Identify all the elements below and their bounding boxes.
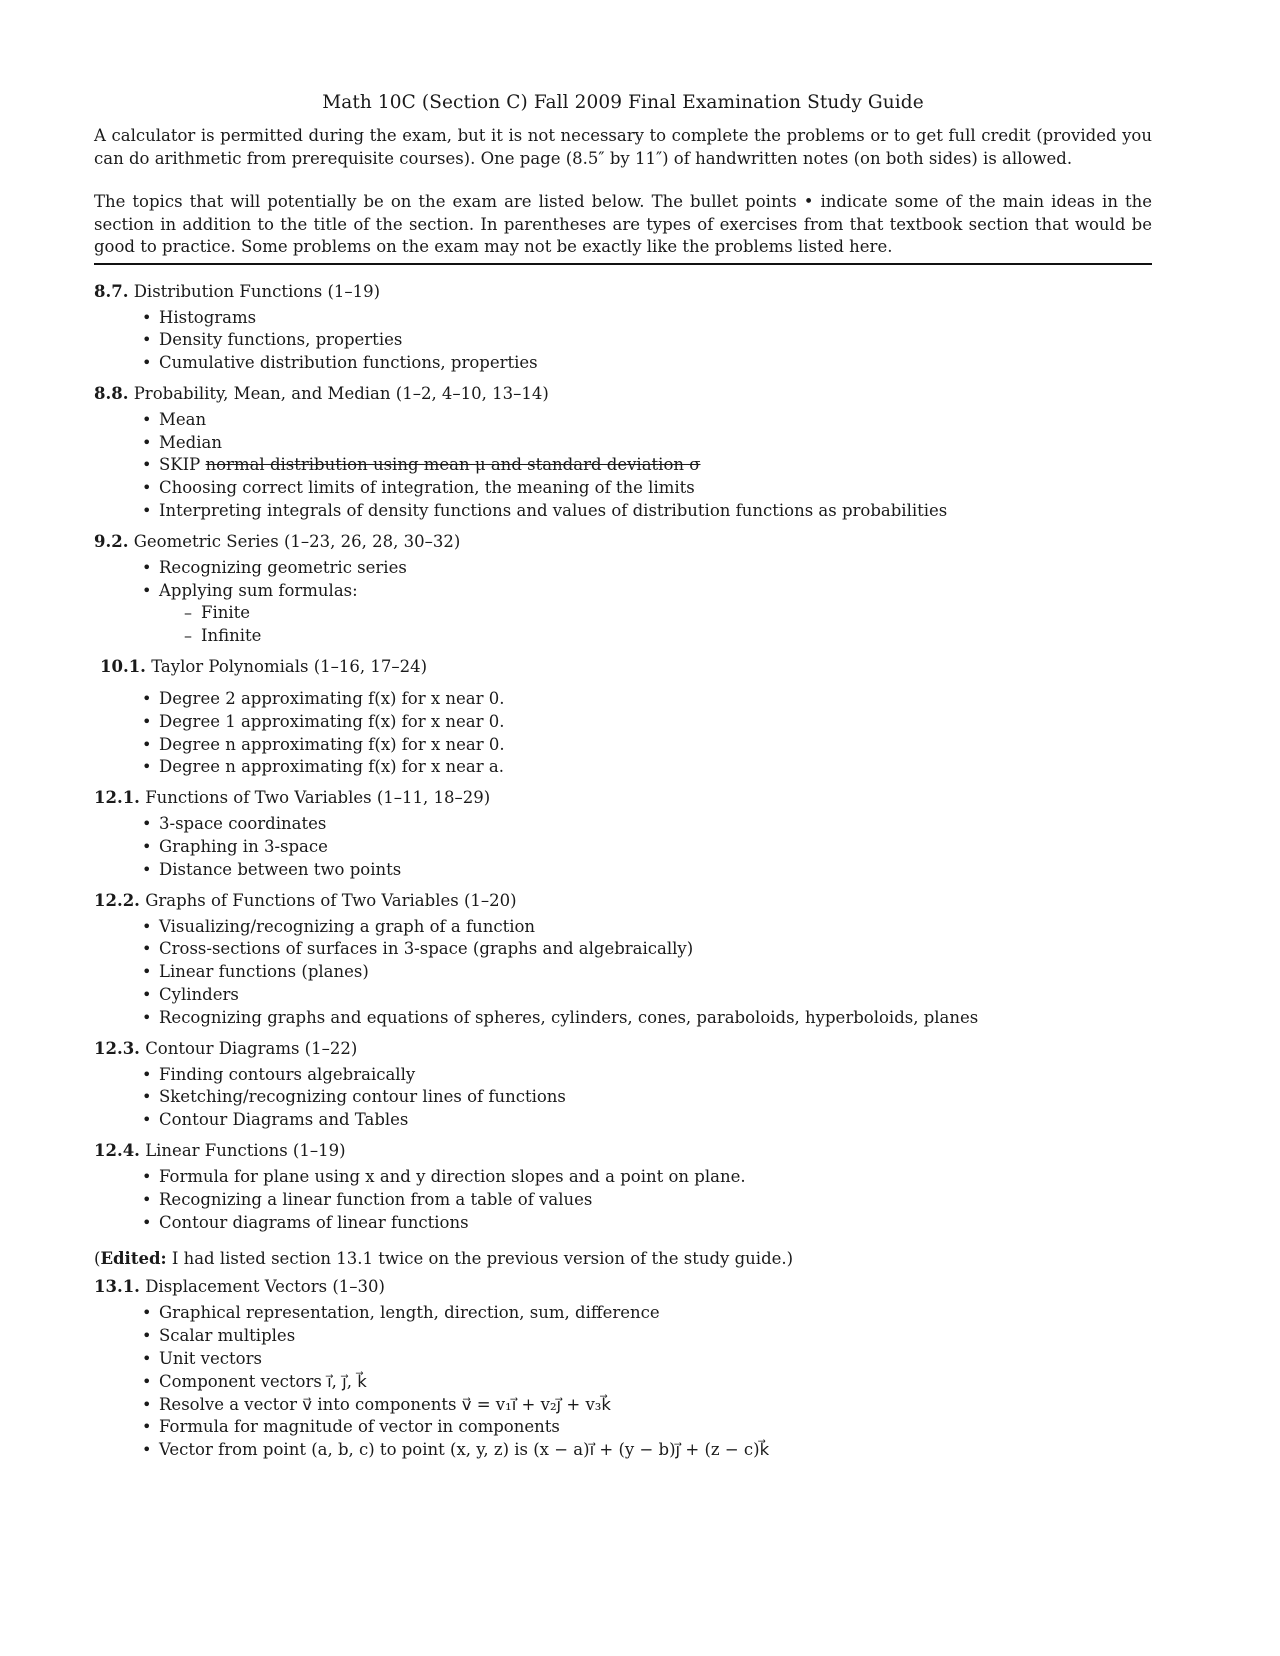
section-title: Geometric Series (1–23, 26, 28, 30–32) <box>133 531 461 551</box>
topic-list <box>94 916 1152 1030</box>
bullet-icon: • <box>142 1064 152 1084</box>
sub-list-item: – Finite <box>184 602 1152 625</box>
section-title: Functions of Two Variables (1–11, 18–29) <box>145 788 491 808</box>
struck-topic: normal distribution using mean μ and standard deviation σ <box>205 455 701 475</box>
bullet-icon: • <box>142 1417 152 1437</box>
bullet-icon: • <box>142 1303 152 1323</box>
list-item: • Recognizing graphs and equations of spheres, cylinders, cones, paraboloids, hyperboloids, planes <box>142 1007 1152 1030</box>
topic-list <box>94 813 1152 881</box>
list-item: • Graphing in 3-space <box>142 836 1152 859</box>
bullet-icon: • <box>142 353 152 373</box>
bullet-icon: • <box>142 330 152 350</box>
section-title: Probability, Mean, and Median (1–2, 4–10, 13–14) <box>133 383 549 403</box>
section-12-2 <box>94 890 1152 1030</box>
list-item: • Cylinders <box>142 984 1152 1007</box>
topic-list <box>94 1166 1152 1234</box>
edited-label: Edited: <box>100 1249 167 1269</box>
topic-list <box>94 409 1152 523</box>
section-title: Linear Functions (1–19) <box>145 1141 346 1161</box>
bullet-icon: • <box>142 916 152 936</box>
dash-icon: – <box>184 603 192 623</box>
bullet-icon: • <box>142 814 152 834</box>
topic-list <box>94 1302 1152 1462</box>
section-12-1 <box>94 787 1152 881</box>
list-item: • Recognizing geometric series <box>142 557 1152 580</box>
section-heading <box>94 1276 1152 1298</box>
list-item: • Contour Diagrams and Tables <box>142 1109 1152 1132</box>
section-number: 10.1. <box>100 657 146 677</box>
intro-paragraph-calculator: A calculator is permitted during the exam, but it is not necessary to complete the problems or to get full credit (provided you can do arithmetic from prerequisite courses). One page (8.5″ by 11″) of handwritten notes (on both sides) is allowed. <box>94 126 1152 168</box>
list-item: • Median <box>142 432 1152 455</box>
bullet-icon: • <box>142 1371 152 1391</box>
list-item: • Contour diagrams of linear functions <box>142 1212 1152 1235</box>
page-title: Math 10C (Section C) Fall 2009 Final Examination Study Guide <box>322 92 924 113</box>
section-title: Graphs of Functions of Two Variables (1–20) <box>145 890 517 910</box>
bullet-icon: • <box>142 939 152 959</box>
section-12-3 <box>94 1038 1152 1132</box>
section-title: Contour Diagrams (1–22) <box>145 1038 358 1058</box>
list-item: • Sketching/recognizing contour lines of functions <box>142 1086 1152 1109</box>
bullet-icon: • <box>142 1394 152 1414</box>
bullet-icon: • <box>142 859 152 879</box>
sub-list-item: – Infinite <box>184 625 1152 648</box>
list-item: • Degree 1 approximating f(x) for x near 0. <box>142 711 1152 734</box>
section-heading <box>94 531 1152 553</box>
list-item: • Applying sum formulas: – Finite – Infinite <box>142 580 1152 648</box>
bullet-icon: • <box>142 1087 152 1107</box>
list-item: • Recognizing a linear function from a table of values <box>142 1189 1152 1212</box>
topic-list <box>94 688 1152 779</box>
bullet-icon: • <box>142 501 152 521</box>
section-heading <box>94 787 1152 809</box>
section-title: Displacement Vectors (1–30) <box>145 1277 385 1297</box>
section-number: 12.4. <box>94 1141 140 1161</box>
horizontal-rule <box>94 263 1152 265</box>
bullet-icon: • <box>142 985 152 1005</box>
section-8-7 <box>94 281 1152 375</box>
topic-list <box>94 1064 1152 1132</box>
bullet-icon: • <box>142 1212 152 1232</box>
list-item: • Formula for magnitude of vector in components <box>142 1416 1152 1439</box>
section-heading <box>94 1140 1152 1162</box>
list-item: • Cumulative distribution functions, properties <box>142 352 1152 375</box>
section-13-1 <box>94 1276 1152 1462</box>
bullet-icon: • <box>142 580 152 600</box>
topic-list <box>94 557 1152 648</box>
bullet-icon: • <box>142 307 152 327</box>
bullet-icon: • <box>142 1189 152 1209</box>
list-item: • Choosing correct limits of integration, the meaning of the limits <box>142 477 1152 500</box>
section-8-8 <box>94 383 1152 523</box>
list-item: • Visualizing/recognizing a graph of a function <box>142 916 1152 939</box>
bullet-icon: • <box>142 1326 152 1346</box>
section-title: Distribution Functions (1–19) <box>133 281 381 301</box>
dash-icon: – <box>184 626 192 646</box>
list-item: • Linear functions (planes) <box>142 961 1152 984</box>
section-heading <box>94 281 1152 303</box>
section-9-2 <box>94 531 1152 648</box>
list-item: • Graphical representation, length, direction, sum, difference <box>142 1302 1152 1325</box>
bullet-icon: • <box>142 1007 152 1027</box>
bullet-icon: • <box>142 734 152 754</box>
section-number: 12.2. <box>94 890 140 910</box>
bullet-icon: • <box>142 757 152 777</box>
bullet-icon: • <box>142 1349 152 1368</box>
section-number: 12.3. <box>94 1038 140 1058</box>
section-title: Taylor Polynomials (1–16, 17–24) <box>151 657 428 677</box>
bullet-icon: • <box>142 1440 152 1460</box>
bullet-icon: • <box>142 455 152 475</box>
intro-paragraph-topics: The topics that will potentially be on the exam are listed below. The bullet points • indicate some of the main ideas in the section in addition to the title of the section. In parentheses are types of exercises from that textbook section that would be good to practice. Some problems on the exam may not be exactly like the problems listed here. <box>94 192 1152 256</box>
list-item: • Vector from point (a, b, c) to point (x, y, z) is (x − a)i⃗ + (y − b)j⃗ + (z − c)k⃗ <box>142 1439 1152 1462</box>
list-item: • Histograms <box>142 307 1152 330</box>
bullet-icon: • <box>142 837 152 857</box>
edited-text: I had listed section 13.1 twice on the previous version of the study guide.) <box>166 1249 794 1269</box>
bullet-icon: • <box>142 478 152 498</box>
list-item: • Resolve a vector v⃗ into components v⃗ = v₁i⃗ + v₂j⃗ + v₃k⃗ <box>142 1394 1152 1417</box>
section-heading <box>94 890 1152 912</box>
list-item: • SKIP normal distribution using mean μ and standard deviation σ <box>142 454 1152 477</box>
list-item: • Density functions, properties <box>142 329 1152 352</box>
topic-list <box>94 307 1152 375</box>
bullet-icon: • <box>142 557 152 577</box>
list-item: • Scalar multiples <box>142 1325 1152 1348</box>
section-heading <box>94 1038 1152 1060</box>
list-item: • Degree n approximating f(x) for x near a. <box>142 756 1152 779</box>
section-heading <box>94 383 1152 405</box>
bullet-icon: • <box>142 432 152 452</box>
section-10-1 <box>94 656 1152 779</box>
bullet-icon: • <box>142 409 152 429</box>
section-number: 8.8. <box>94 383 129 403</box>
list-item: • Component vectors i⃗, j⃗, k⃗ <box>142 1371 1152 1394</box>
list-item: • Unit vectors <box>142 1348 1152 1371</box>
list-item: • Degree n approximating f(x) for x near 0. <box>142 734 1152 757</box>
bullet-icon: • <box>142 1167 152 1187</box>
document-page <box>94 92 1152 1470</box>
bullet-icon: • <box>142 689 152 709</box>
bullet-icon: • <box>142 962 152 982</box>
list-item: • Degree 2 approximating f(x) for x near 0. <box>142 688 1152 711</box>
section-heading <box>94 656 1152 678</box>
edited-note: (Edited: I had listed section 13.1 twice on the previous version of the study guide.) <box>94 1249 794 1269</box>
section-number: 9.2. <box>94 531 129 551</box>
list-item: • Mean <box>142 409 1152 432</box>
section-12-4 <box>94 1140 1152 1234</box>
section-number: 8.7. <box>94 281 129 301</box>
list-item: • Interpreting integrals of density functions and values of distribution functions as probabilities <box>142 500 1152 523</box>
list-item: • Distance between two points <box>142 859 1152 882</box>
list-item: • Cross-sections of surfaces in 3-space (graphs and algebraically) <box>142 938 1152 961</box>
list-item: • 3-space coordinates <box>142 813 1152 836</box>
list-item: • Formula for plane using x and y direction slopes and a point on plane. <box>142 1166 1152 1189</box>
section-number: 13.1. <box>94 1277 140 1297</box>
bullet-icon: • <box>142 711 152 731</box>
section-number: 12.1. <box>94 788 140 808</box>
sub-list <box>159 602 1152 648</box>
list-item: • Finding contours algebraically <box>142 1064 1152 1087</box>
bullet-icon: • <box>142 1110 152 1130</box>
